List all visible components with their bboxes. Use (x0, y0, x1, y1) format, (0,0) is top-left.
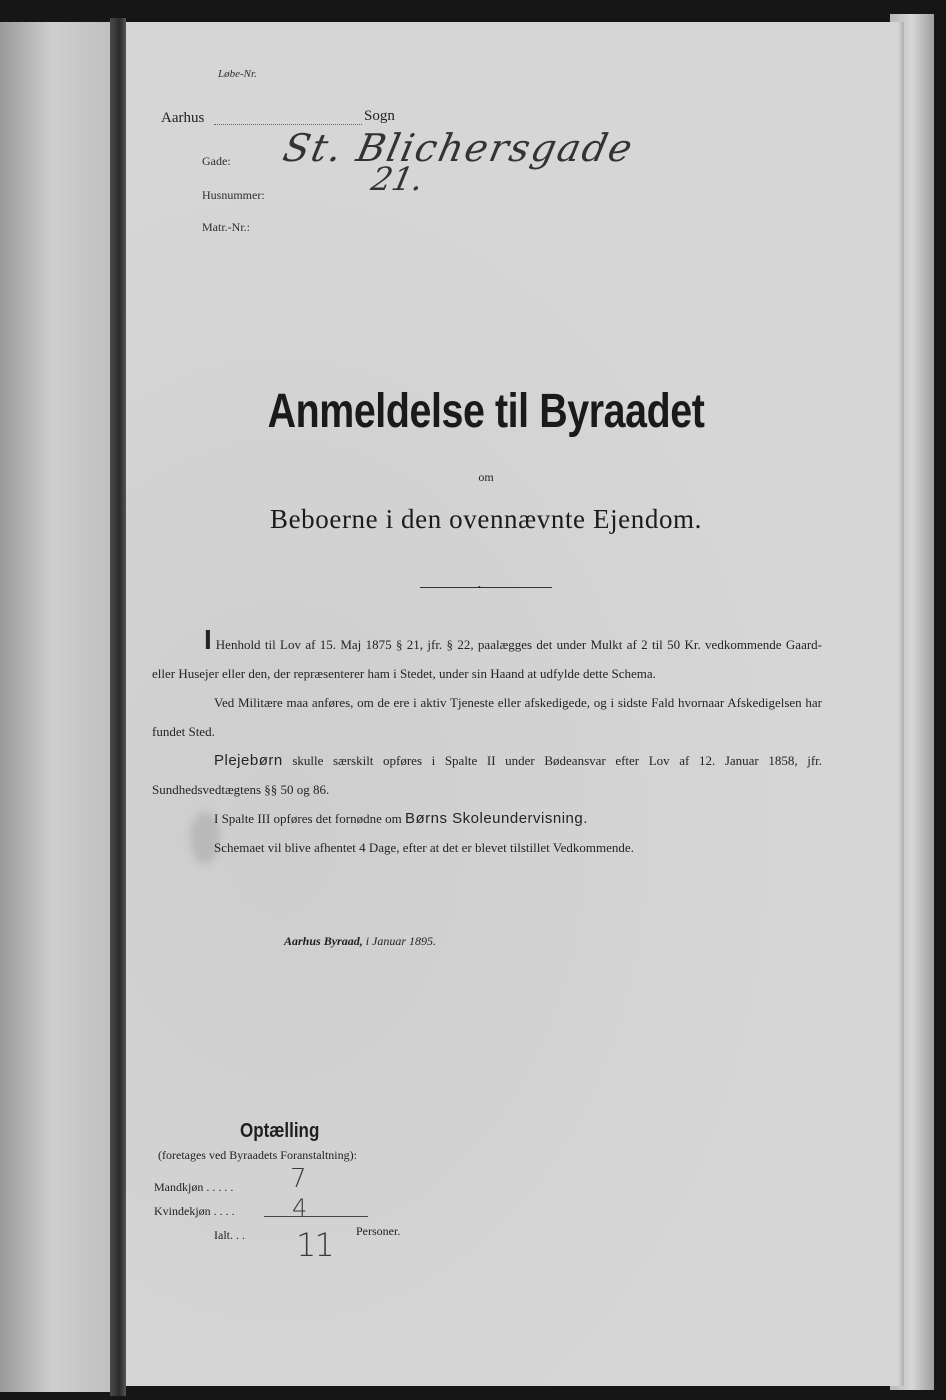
ornament-rule (420, 587, 552, 588)
handwritten-street: St. Blichersgade (279, 126, 639, 170)
total-count-value: 11 (296, 1226, 333, 1264)
matr-label: Matr.-Nr.: (202, 220, 250, 234)
signature-org: Aarhus Byraad, (284, 934, 363, 948)
paragraph-4-emphasis: Børns Skoleundervisning. (404, 810, 588, 827)
title-connector: om (478, 470, 494, 484)
document-page (124, 22, 904, 1386)
city-dotted-line (214, 124, 362, 125)
paragraph-4 (152, 804, 822, 833)
document-subtitle: Beboerne i den ovennævnte Ejendom. (269, 504, 703, 534)
page-shade (898, 22, 904, 1386)
lobe-nr-label: Løbe-Nr. (218, 68, 257, 80)
drop-initial: I (204, 624, 212, 655)
persons-label: Personer. (356, 1224, 401, 1238)
house-number-label: Husnummer: (202, 188, 265, 202)
signature-line (284, 934, 436, 949)
signature-date: i Januar 1895. (365, 934, 437, 948)
left-page-edge (0, 22, 118, 1392)
paragraph-4-text: I Spalte III opføres det fornødne om (214, 811, 402, 826)
instructions (152, 624, 823, 862)
handwritten-number: 21. (367, 160, 427, 198)
book-binding (110, 18, 126, 1396)
total-count-label: Ialt. . . (214, 1228, 245, 1242)
parish-label: Sogn (364, 108, 395, 124)
male-count-value: 7 (290, 1164, 307, 1194)
count-subtitle: (foretages ved Byraadets Foranstaltning): (158, 1148, 357, 1162)
paragraph-5: Schemaet vil blive afhentet 4 Dage, efter at det er blevet tilstillet Vedkommende. (214, 840, 634, 855)
paragraph-3-text: skulle særskilt opføres i Spalte II under Bødeansvar efter Lov af 12. Januar 1858, jfr. Sundhedsvedtægtens §§ 50 og 86. (152, 753, 823, 797)
female-count-label: Kvindekjøn . . . . (154, 1204, 235, 1218)
paragraph-1 (152, 624, 822, 688)
count-title: Optælling (240, 1120, 320, 1142)
street-label: Gade: (202, 154, 231, 168)
male-count-label: Mandkjøn . . . . . (154, 1180, 234, 1194)
document-title: Anmeldelse til Byraadet (267, 385, 705, 438)
paragraph-3-emphasis: Plejebørn (214, 752, 283, 769)
ornament-dot: • (478, 583, 481, 592)
sum-line (264, 1216, 368, 1217)
female-count-value: 4 (292, 1194, 308, 1222)
paragraph-2: Ved Militære maa anføres, om de ere i aktiv Tjeneste eller afskedigede, og i sidste Fald hvornaar Afskedigelsen har fundet Sted. (152, 695, 822, 739)
paragraph-3 (152, 746, 822, 804)
city-label: Aarhus (161, 110, 205, 126)
paragraph-1-text: Henhold til Lov af 15. Maj 1875 § 21, jfr. § 22, paalægges det under Mulkt af 2 til 50 Kr. vedkommende Gaard- eller Husejer eller den, der repræsenterer ham i Stedet, under sin Haand at udfylde dette Schema. (152, 637, 822, 681)
